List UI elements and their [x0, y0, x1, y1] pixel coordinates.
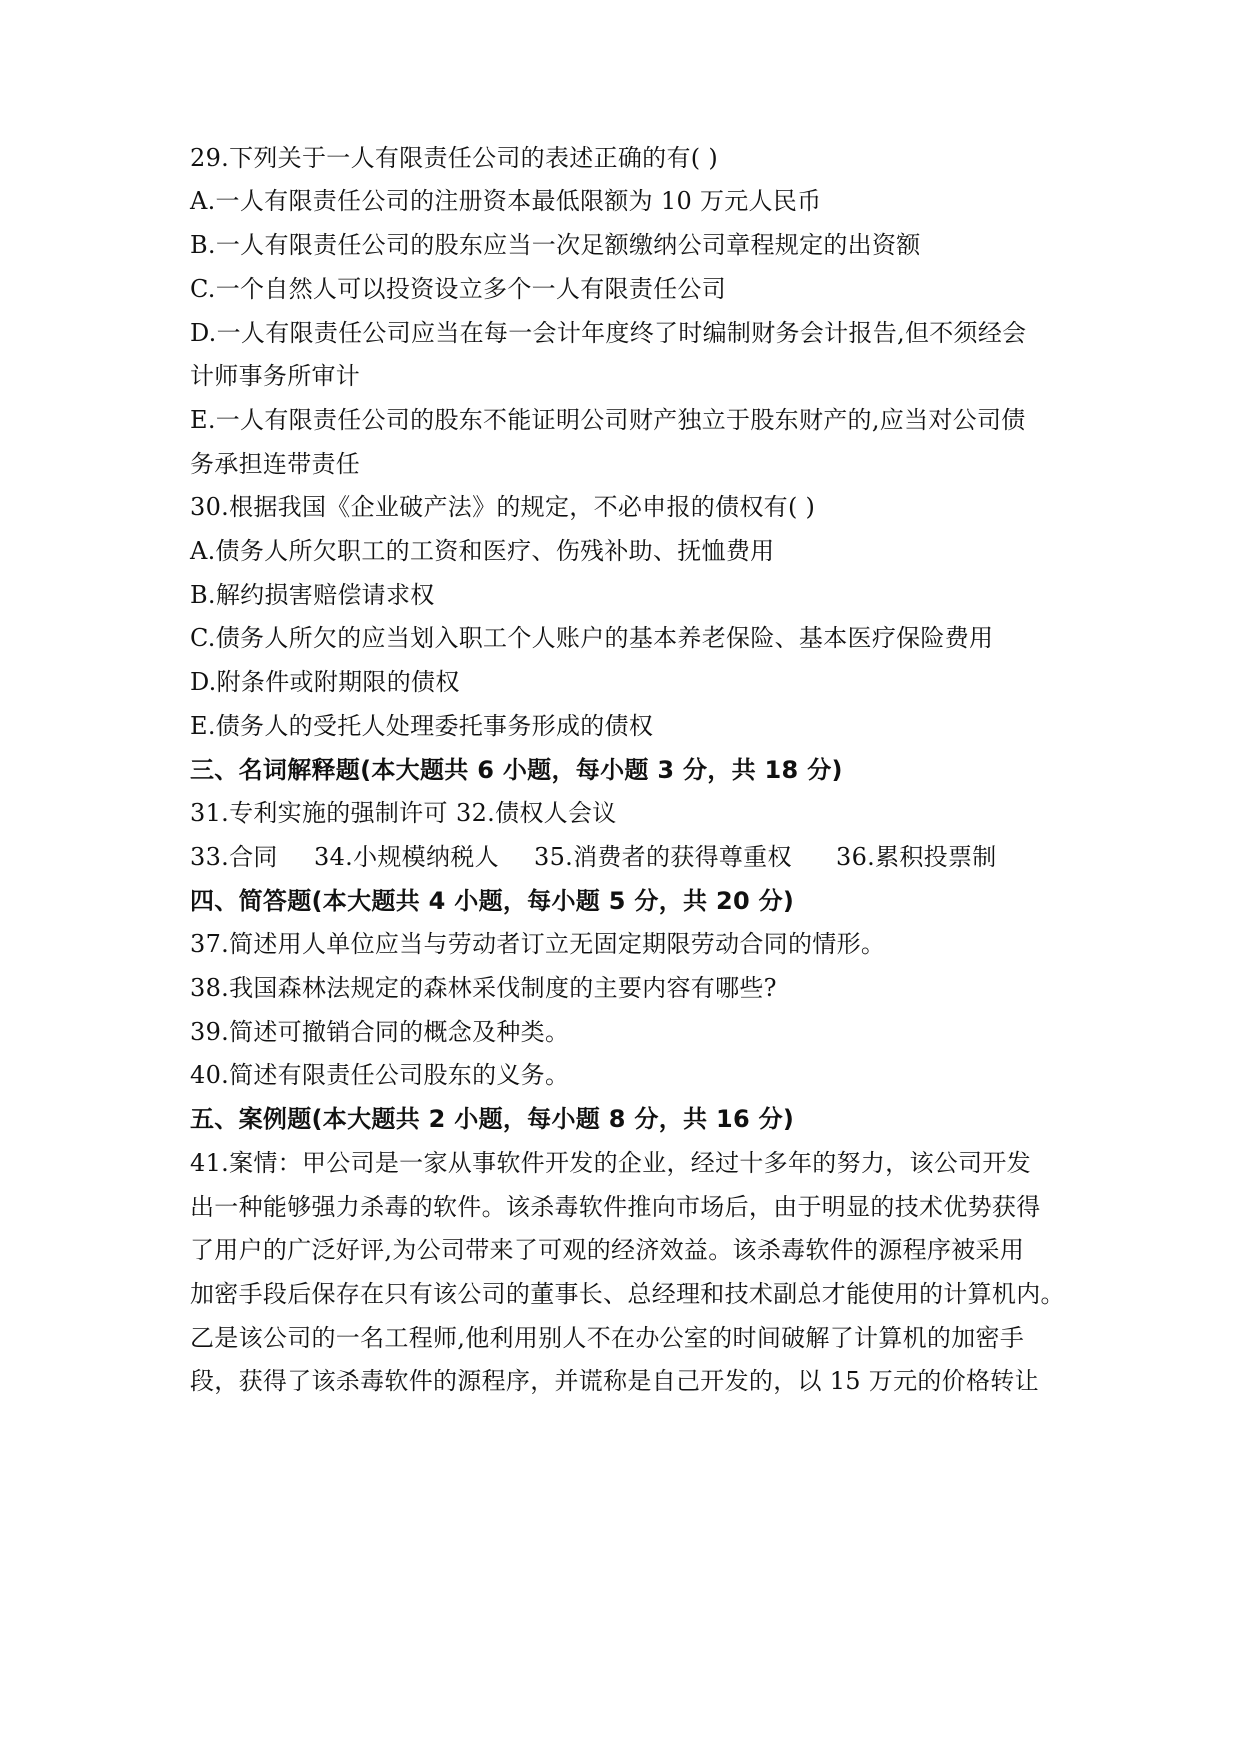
section3-heading: 三、名词解释题(本大题共 6 小题，每小题 3 分，共 18 分): [190, 756, 843, 784]
q37: 37.简述用人单位应当与劳动者订立无固定期限劳动合同的情形。: [190, 930, 886, 958]
term-item: 36.累积投票制: [836, 843, 997, 871]
section5-heading: 五、案例题(本大题共 2 小题，每小题 8 分，共 16 分): [190, 1105, 795, 1133]
q41-line: 段，获得了该杀毒软件的源程序，并谎称是自己开发的，以 15 万元的价格转让: [190, 1367, 1039, 1395]
q30-option-b: B.解约损害赔偿请求权: [190, 581, 435, 609]
q41-line: 乙是该公司的一名工程师,他利用别人不在办公室的时间破解了计算机的加密手: [190, 1324, 1025, 1352]
q29-option-e-line1: E.一人有限责任公司的股东不能证明公司财产独立于股东财产的,应当对公司债: [190, 406, 1026, 434]
q29-option-d-line1: D.一人有限责任公司应当在每一会计年度终了时编制财务会计报告,但不须经会: [190, 319, 1027, 347]
q30-option-a: A.债务人所欠职工的工资和医疗、伤残补助、抚恤费用: [190, 537, 775, 565]
q30-stem: 30.根据我国《企业破产法》的规定，不必申报的债权有( ): [190, 493, 816, 521]
q41-line: 41.案情：甲公司是一家从事软件开发的企业，经过十多年的努力，该公司开发: [190, 1149, 1031, 1177]
q30-option-e: E.债务人的受托人处理委托事务形成的债权: [190, 712, 654, 740]
q30-option-c: C.债务人所欠的应当划入职工个人账户的基本养老保险、基本医疗保险费用: [190, 624, 994, 652]
term-item: 31.专利实施的强制许可: [190, 799, 448, 827]
section3-row2: [190, 842, 997, 872]
term-item: 32.债权人会议: [456, 799, 617, 827]
q29-stem: 29.下列关于一人有限责任公司的表述正确的有( ): [190, 144, 719, 172]
q29-option-d-line2: 计师事务所审计: [190, 362, 361, 390]
q29-option-c: C.一个自然人可以投资设立多个一人有限责任公司: [190, 275, 727, 303]
section3-row1: [190, 798, 617, 828]
q30-option-d: D.附条件或附期限的债权: [190, 668, 460, 696]
q38: 38.我国森林法规定的森林采伐制度的主要内容有哪些?: [190, 974, 777, 1002]
q29-option-b: B.一人有限责任公司的股东应当一次足额缴纳公司章程规定的出资额: [190, 231, 921, 259]
term-item: 35.消费者的获得尊重权: [534, 843, 792, 871]
q41-line: 了用户的广泛好评,为公司带来了可观的经济效益。该杀毒软件的源程序被采用: [190, 1236, 1025, 1264]
q40: 40.简述有限责任公司股东的义务。: [190, 1061, 570, 1089]
section4-heading: 四、简答题(本大题共 4 小题，每小题 5 分，共 20 分): [190, 887, 795, 915]
q39: 39.简述可撤销合同的概念及种类。: [190, 1018, 570, 1046]
q29-option-e-line2: 务承担连带责任: [190, 450, 361, 478]
q41-line: 出一种能够强力杀毒的软件。该杀毒软件推向市场后，由于明显的技术优势获得: [190, 1193, 1041, 1221]
term-item: 33.合同: [190, 843, 278, 871]
q41-line: 加密手段后保存在只有该公司的董事长、总经理和技术副总才能使用的计算机内。: [190, 1280, 1065, 1308]
q29-option-a: A.一人有限责任公司的注册资本最低限额为 10 万元人民币: [190, 187, 822, 215]
term-item: 34.小规模纳税人: [314, 843, 499, 871]
